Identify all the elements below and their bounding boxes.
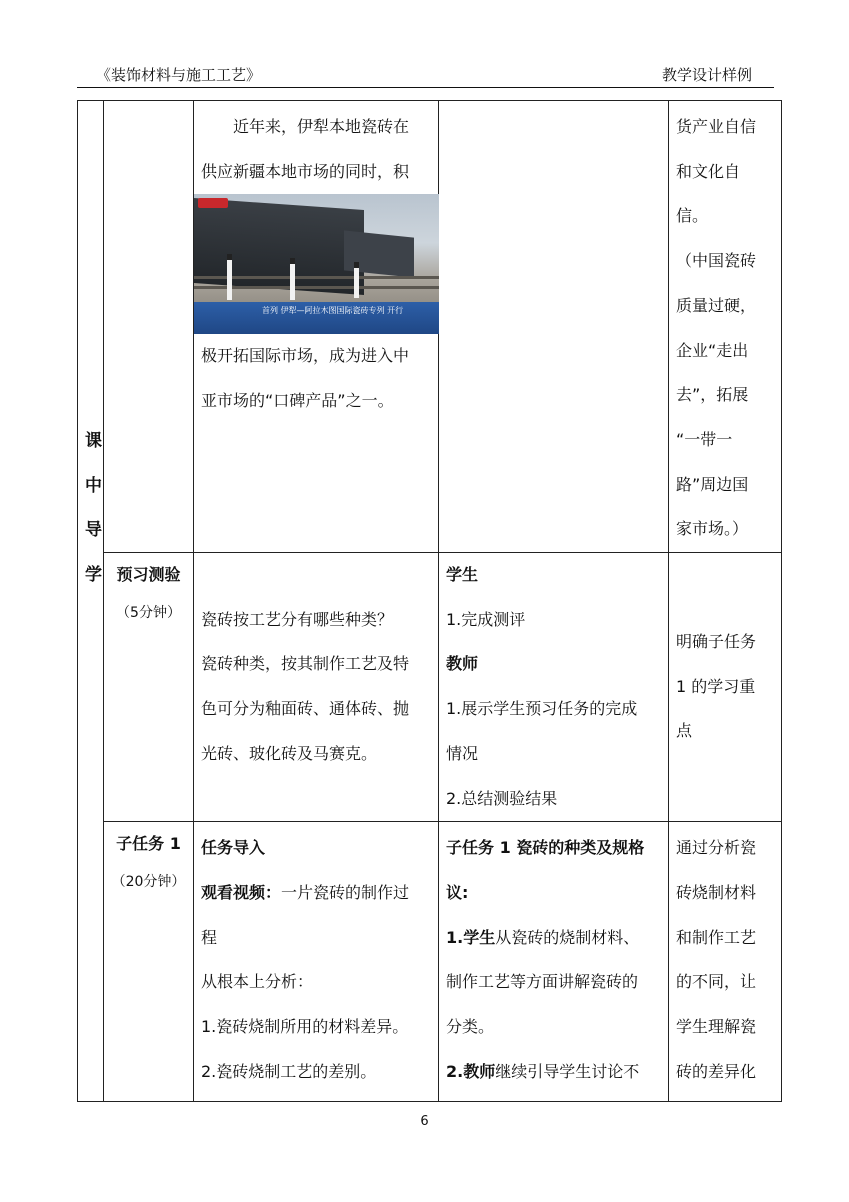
content-line: 光砖、玻化砖及马赛克。: [201, 743, 378, 763]
intent-line: 和文化自: [676, 161, 741, 181]
content-line: 供应新疆本地市场的同时，积: [201, 161, 410, 181]
content-line: 从根本上分析：: [201, 972, 314, 992]
stage-name-cell: [104, 553, 194, 822]
stage-name: 预习测验: [116, 565, 181, 585]
news-caption-text: 首列 伊犁—阿拉木图国际瓷砖专列 开行: [262, 306, 404, 316]
activity-cell: [439, 553, 669, 822]
activity-line: 1.展示学生预习任务的完成: [446, 699, 638, 719]
teacher-label: 教师: [446, 654, 479, 674]
activity-cell: [439, 822, 669, 1102]
content-line: 亚市场的“口碑产品”之一。: [201, 391, 394, 411]
header-rule: [77, 87, 774, 88]
content-line: 程: [201, 927, 218, 947]
teacher-step-text: 继续引导学生讨论不: [495, 1061, 640, 1081]
section-char: 中: [85, 475, 102, 496]
intent-cell: [669, 101, 782, 553]
intent-line: 1 的学习重: [676, 676, 756, 696]
table-row: [78, 822, 782, 1102]
student-step-text: 从瓷砖的烧制材料、: [495, 927, 640, 947]
content-line: 瓷砖按工艺分有哪些种类？: [201, 609, 394, 629]
header-doc-title: 《装饰材料与施工工艺》: [96, 66, 262, 84]
subtask-title: 议:: [446, 882, 469, 902]
content-cell: [194, 822, 439, 1102]
marker-post: [227, 254, 232, 300]
student-label: 学生: [446, 565, 479, 585]
content-line: 近年来，伊犁本地瓷砖在: [233, 117, 410, 136]
stage-time: （5分钟）: [116, 604, 181, 621]
freight-train-graphic: [194, 198, 364, 295]
content-line: 色可分为釉面砖、通体砖、抛: [201, 699, 410, 719]
intent-line: 的不同，让: [676, 972, 757, 992]
intent-line: 质量过硬，: [676, 295, 757, 315]
marker-post: [354, 262, 359, 298]
section-char: 学: [85, 565, 102, 586]
activity-line: 情况: [446, 743, 479, 763]
activity-line: 制作工艺等方面讲解瓷砖的: [446, 972, 639, 992]
task-intro-title: 任务导入: [201, 838, 266, 858]
section-char: 导: [85, 520, 102, 541]
intent-line: 砖烧制材料: [676, 882, 757, 902]
news-caption-bar: [194, 302, 439, 334]
intent-line: 路”周边国: [676, 474, 749, 494]
content-line: 2.瓷砖烧制工艺的差别。: [201, 1061, 377, 1081]
lesson-plan-table: [77, 100, 782, 1102]
stage-name: 子任务 1: [116, 834, 181, 854]
page-number: 6: [420, 1114, 429, 1129]
activity-line: 2.总结测验结果: [446, 788, 558, 808]
content-line: 极开拓国际市场，成为进入中: [201, 346, 410, 366]
section-label-cell: [78, 101, 104, 1102]
video-text: 一片瓷砖的制作过: [281, 882, 410, 902]
header-doc-type: 教学设计样例: [661, 66, 752, 84]
intent-cell: [669, 822, 782, 1102]
intent-line: 和制作工艺: [676, 927, 757, 947]
table-row: [78, 101, 782, 553]
intent-cell: [669, 553, 782, 822]
intent-line: 明确子任务: [676, 632, 757, 652]
student-step-label: 1.学生: [446, 927, 496, 947]
content-line: 1.瓷砖烧制所用的材料差异。: [201, 1017, 409, 1037]
marker-post: [290, 258, 295, 300]
subtask-title: 子任务 1 瓷砖的种类及规格: [446, 838, 645, 858]
tv-channel-logo: [198, 198, 228, 208]
section-char: 课: [85, 431, 102, 451]
teacher-step-label: 2.教师: [446, 1061, 496, 1081]
intent-line: 企业“走出: [676, 340, 749, 360]
stage-name-cell-empty: [104, 101, 194, 553]
intent-line: 家市场。）: [676, 519, 749, 539]
intent-line: （中国瓷砖: [676, 251, 757, 271]
activity-cell-empty: [439, 101, 669, 553]
intent-line: 点: [676, 721, 693, 741]
intent-line: 信。: [676, 206, 709, 226]
stage-time: （20分钟）: [111, 873, 186, 890]
activity-line: 分类。: [446, 1017, 495, 1037]
content-cell: [194, 101, 439, 553]
intent-line: 去”，拓展: [676, 385, 749, 405]
intent-line: “一带一: [676, 429, 733, 449]
content-line: 瓷砖种类，按其制作工艺及特: [201, 654, 410, 674]
video-label: 观看视频：: [201, 882, 282, 902]
intent-line: 砖的差异化: [676, 1061, 757, 1081]
intent-line: 货产业自信: [676, 117, 757, 136]
intent-line: 学生理解瓷: [676, 1017, 757, 1037]
content-cell: [194, 553, 439, 822]
intent-line: 通过分析瓷: [676, 838, 757, 858]
table-row: [78, 553, 782, 822]
stage-name-cell: [104, 822, 194, 1102]
train-photo: [194, 194, 439, 334]
activity-line: 1.完成测评: [446, 609, 526, 629]
